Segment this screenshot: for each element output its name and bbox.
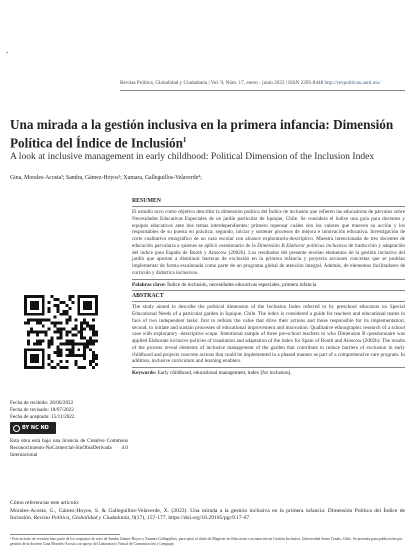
stray-dot: .: [6, 45, 9, 55]
journal-url[interactable]: http://revpoliticas.uanl.mx/: [324, 80, 381, 86]
cc-icon: [13, 425, 20, 432]
date-accepted: Fecha de aceptado: 15/11/2022: [10, 413, 75, 420]
abstract-column: [132, 198, 405, 379]
header-rule: [120, 90, 405, 91]
citation-label: Cómo referenciar este artículo:: [10, 500, 80, 506]
abstract-heading: ABSTRACT: [132, 293, 164, 300]
citation: Morales-Acosta, G., Gámez-Hoyos, S. & Galleguillos-Velaverde, X. (2023). Una mirada a la gestión inclusiva en la primera infancia: Dimensión Política del Índice de Inclusión. Revista Política, Globalidad y Ciudadanía, 9(17), 157-177. https://doi.org/10.29105/pgc9.17-07.: [10, 508, 405, 521]
resumen-heading: RESUMEN: [132, 198, 161, 204]
abstract-rule: [132, 301, 405, 302]
resumen-keywords: Palabras clave: Índice de inclusión, necesidades educativas especiales, primera infancia: [132, 281, 317, 288]
qr-code: [24, 295, 98, 369]
resumen-bottom-rule: [132, 279, 405, 280]
abstract-text: The study aimed to describe the political dimension of the Inclusion Index referred to by preschool educators on Special Educational Needs of a particular garden in Iquique, Chile. The index is considered a guide for teachers and educational teams in face of two independent tasks: first to rethink the value that drive their actions and those responsible for its implementation; second, to initiate and sustain processes of educational improvement and innovation. Qualitative ethnographic research of a school case with exploratory -descriptive scope. Intentional sample of three pre-school teachers to who Dimension B questionnaire was applied Elaborate inclusive policies of translation and adaptation of the index for Spain of Booth and Ainscow (2002b). The results of the process reveal elements of inclusive management of the garden that contribute to reduce barriers of exclusion in early childhood and projects concrete actions that could be implemented in a phased manner as part of a comprehensive care program. In addition, inclusive curriculum and learning enablers.: [132, 304, 405, 365]
journal-info: Revista Política, Globalidad y Ciudadanía | Vol. 9, Núm. 17, enero - junio 2023 | ISSN 2395-8448: [120, 80, 324, 86]
cc-badge-text: BY NC ND: [22, 425, 49, 431]
journal-header: [120, 80, 405, 87]
resumen-text: El estudio tuvo como objetivo describir la dimensión política del Índice de inclusión que refieren las educadoras de párvulos sobre Necesidades Educativas Especiales de un jardín particular de Iquique, Chile. Se considera el índice una guía para docentes y equipos educativos ante dos temas interdependientes: primero repensar cuáles son los valores que mueven su acción y los responsables de su puesta en práctica; segundo, iniciar y sostener procesos de mejora e innovación educativa. Investigación de corte cualitativo etnográfico de un caso escolar con alcance exploratorio-descriptivo. Muestra intencionada de tres docentes de educación parvularia a quienes se aplicó cuestionario de la Dimensión B Elaborar políticas inclusivas de traducción y adaptación del índice para España de Booth y Ainscow (2002b). Los resultados del presente revelan elementos de la gestión inclusiva del jardín que aportan a disminuir barreras de exclusión en la primera infancia y proyecta acciones concretas que se podrían implementar de forma escalonada como parte de un programa global de atención integral. Además, de elementos facilitadores de currículo y didáctica inclusivos.: [132, 209, 405, 276]
abstract-top-rule: [132, 290, 405, 291]
license-text: Esta obra está bajo una licencia de Creative Commons Reconocimiento-NoComercial-SinObraDerivada 4.0 Internacional: [10, 438, 128, 458]
article-dates: [10, 400, 130, 420]
resumen-rule: [132, 206, 405, 207]
article-subtitle: A look at inclusive management in early childhood: Political Dimension of the Inclusion Index: [10, 151, 375, 162]
footnote-rule: [10, 534, 120, 535]
abstract-keywords: Keywords: Early childhood, educational management, index [for inclusion].: [132, 370, 292, 377]
cc-license-badge[interactable]: [10, 422, 56, 434]
abstract-bottom-rule: [132, 367, 405, 368]
title-footnote-marker[interactable]: 1: [182, 135, 187, 144]
article-title: Una mirada a la gestión inclusiva en la primera infancia: Dimensión Política del Índice de Inclusión$^1$: [10, 117, 394, 150]
authors: Gina, Morales-Acosta²; Sandra, Gámez-Hoyos³; Xumara, Galleguillos-Velaverde⁴;: [10, 175, 202, 181]
footnote: ¹ Este artículo de revisión hizo parte de los requisitos de tesis de Sandra Gámez Hoyos y Xumara Galleguillos, para optar al título de Magíster en Educación con mención en Gestión Inclusiva, Universidad Santo Tomás, Chile. Se presenta para publicación por gestión de la docente Gina Morales-Acosta con apoyo del Laboratorio Virtual de Comunicación y Lenguaje.: [10, 537, 403, 546]
date-received: Fecha de recibido: 28/06/2022: [10, 400, 74, 406]
date-revised: Fecha de revisado: 18/07/2022: [10, 406, 74, 413]
